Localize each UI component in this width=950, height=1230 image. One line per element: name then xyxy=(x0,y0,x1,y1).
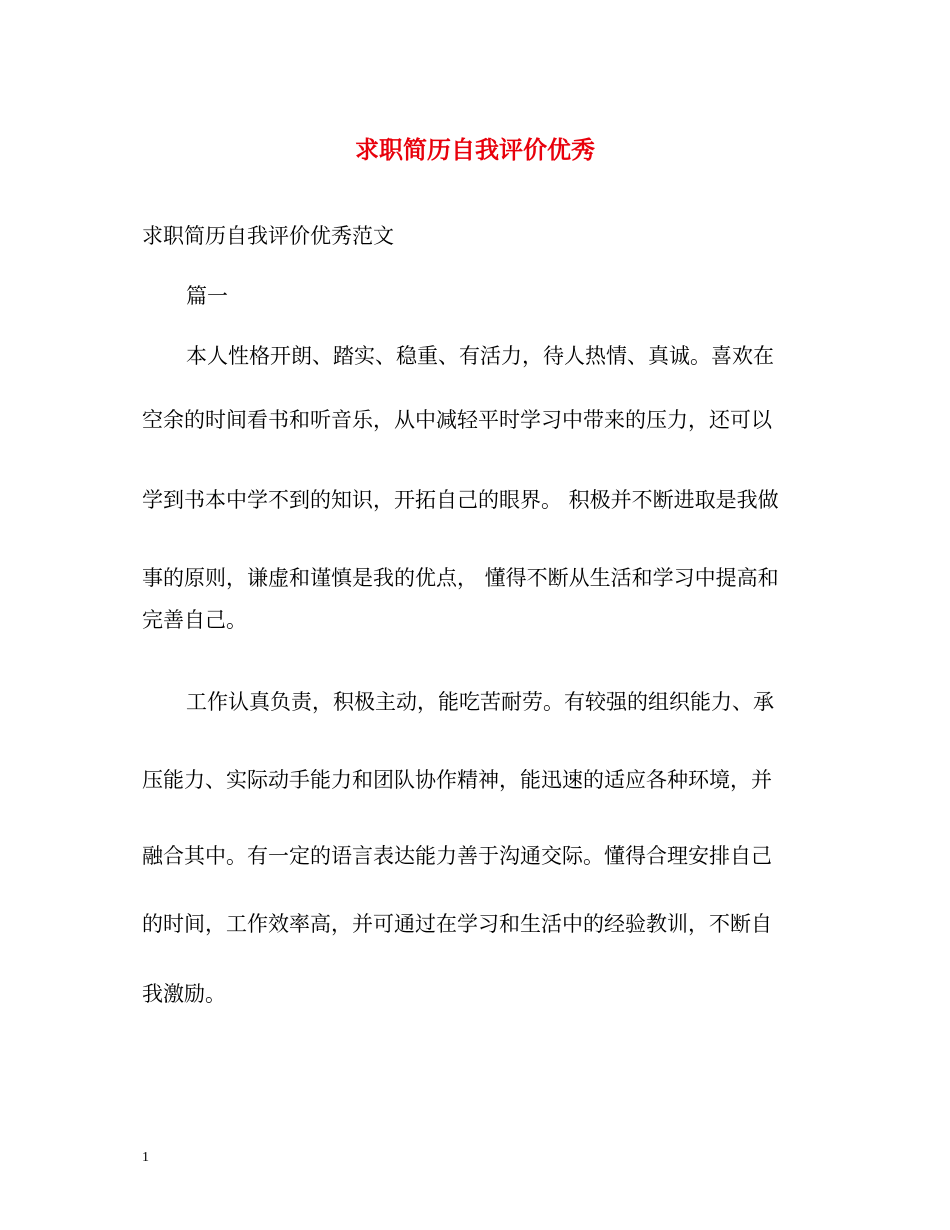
paragraph-line: 本人性格开朗、踏实、稳重、有活力，待人热情、真诚。喜欢在 xyxy=(186,344,774,368)
page-number: 1 xyxy=(142,1150,149,1165)
paragraph-line: 完善自己。 xyxy=(142,608,247,632)
paragraph-line: 空余的时间看书和听音乐，从中减轻平时学习中带来的压力，还可以 xyxy=(142,408,772,432)
paragraph-line: 融合其中。有一定的语言表达能力善于沟通交际。懂得合理安排自己 xyxy=(142,844,772,868)
paragraph-line: 事的原则，谦虚和谨慎是我的优点， 懂得不断从生活和学习中提高和 xyxy=(142,566,779,590)
paragraph-line: 工作认真负责，积极主动，能吃苦耐劳。有较强的组织能力、承 xyxy=(186,690,774,714)
paragraph-line: 的时间，工作效率高，并可通过在学习和生活中的经验教训，不断自 xyxy=(142,912,772,936)
paragraph-line: 我激励。 xyxy=(142,982,226,1006)
paragraph-line: 压能力、实际动手能力和团队协作精神，能迅速的适应各种环境，并 xyxy=(142,768,772,792)
document-subtitle: 求职简历自我评价优秀范文 xyxy=(142,224,394,248)
document-title: 求职简历自我评价优秀 xyxy=(355,135,595,164)
paragraph-line: 学到书本中学不到的知识，开拓自己的眼界。 积极并不断进取是我做 xyxy=(142,488,779,512)
section-label: 篇一 xyxy=(186,284,228,308)
